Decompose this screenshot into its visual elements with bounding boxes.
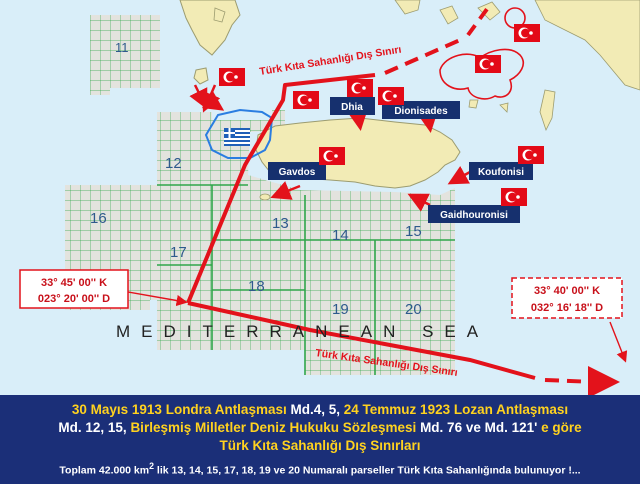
coordinate-box-right: [512, 278, 622, 318]
area-unit-exponent: 2: [149, 461, 154, 471]
svg-text:Gaidhouronisi: Gaidhouronisi: [440, 210, 508, 221]
boundary-label-top: Türk Kıta Sahanlığı Dış Sınırı: [258, 43, 403, 78]
treaty-articles: Md.4, 5,: [290, 402, 341, 417]
turkish-flag-icon: [501, 188, 527, 206]
parcel-number: 19: [332, 301, 349, 318]
island-label-dhia: [330, 97, 375, 115]
parcel-block-11: [90, 15, 160, 95]
turkish-flag-icon: [319, 147, 345, 165]
island-label-koufonisi: [469, 162, 533, 180]
svg-text:Dhia: Dhia: [341, 102, 363, 113]
gavdos-island: [260, 194, 270, 200]
island-label-gaidhouronisi: [428, 205, 520, 223]
boundary-label-bottom: Türk Kıta Sahanlığı Dış Sınırı: [314, 347, 459, 379]
turkish-flag-icon: [514, 24, 540, 42]
svg-text:Dionisades: Dionisades: [394, 106, 448, 117]
svg-text:Gavdos: Gavdos: [278, 167, 316, 178]
svg-text:023° 20' 00'' D: 023° 20' 00'' D: [37, 293, 111, 305]
svg-text:33° 45' 00'' K: 33° 45' 00'' K: [40, 277, 108, 289]
according-to: e göre: [541, 420, 582, 435]
parcel-number: 14: [332, 227, 349, 244]
island-label-gavdos: [268, 162, 326, 180]
svg-text:33° 40' 00'' K: 33° 40' 00'' K: [533, 285, 601, 297]
sea-label: MEDITERRANEAN SEA: [116, 322, 490, 341]
turkish-flag-icon: [378, 87, 404, 105]
parcel-number: 17: [170, 244, 187, 261]
greek-flag-icon: [224, 128, 250, 146]
parcel-number: 15: [405, 223, 422, 240]
unclos-name: Birleşmiş Milletler Deniz Hukuku Sözleşmesi: [130, 420, 417, 435]
legal-footer: [0, 395, 640, 484]
parcel-number: 20: [405, 301, 422, 318]
treaty-lausanne: 24 Temmuz 1923 Lozan Antlaşması: [343, 402, 569, 417]
unclos-articles: Md. 76 ve Md. 121': [420, 420, 538, 435]
parcel-number: 11: [115, 40, 129, 55]
parcel-number: 18: [248, 278, 265, 295]
turkish-flag-icon: [293, 91, 319, 109]
footer-title: Türk Kıta Sahanlığı Dış Sınırları: [219, 438, 421, 453]
turkish-flag-icon: [347, 79, 373, 97]
footer-note: [0, 458, 640, 479]
coordinate-box-left: [20, 270, 128, 308]
parcel-note: lik 13, 14, 15, 17, 18, 19 ve 20 Numaralı parseller Türk Kıta Sahanlığında bulunuyor !...: [153, 464, 581, 477]
parcel-number: 13: [272, 215, 289, 232]
turkish-flag-icon: [475, 55, 501, 73]
svg-text:032° 16' 18'' D: 032° 16' 18'' D: [530, 302, 604, 314]
area-total: Toplam 42.000 km: [59, 464, 150, 477]
lausanne-articles: Md. 12, 15,: [58, 420, 127, 435]
turkish-flag-icon: [219, 68, 245, 86]
svg-text:Koufonisi: Koufonisi: [477, 167, 525, 178]
treaty-london: 30 Mayıs 1913 Londra Antlaşması: [71, 402, 287, 417]
parcel-number: 12: [165, 155, 182, 172]
parcel-number: 16: [90, 210, 107, 227]
footer-line-1: [0, 401, 640, 419]
footer-line-2: [0, 419, 640, 437]
turkish-flag-icon: [518, 146, 544, 164]
